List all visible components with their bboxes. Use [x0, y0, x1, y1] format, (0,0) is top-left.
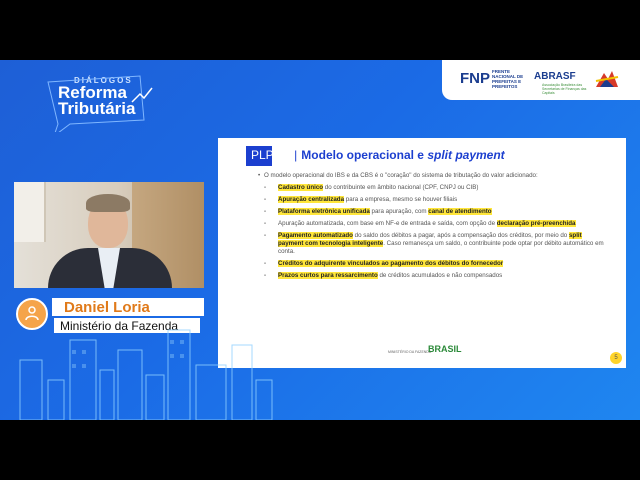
partner-logos [442, 60, 640, 100]
slide-title-prefix: PLP 68 [251, 148, 291, 162]
speaker-name: Daniel Loria [64, 299, 150, 316]
fnp-logo: FNP [460, 70, 490, 87]
list-item: - Prazos curtos para ressarcimento de créditos acumulados e não compensados [258, 272, 608, 280]
speech-bubble-icon [40, 72, 160, 132]
slide-page-number: 5 [610, 352, 622, 364]
brand-line-2: Tributária [58, 99, 136, 118]
abrasf-subtitle: Associação Brasileira das Secretarias de Finanças das Capitais [542, 83, 587, 95]
window [14, 182, 46, 242]
slide-title-separator: | [294, 148, 298, 162]
list-item: - Créditos do adquirente vinculados ao pagamento dos débitos do fornecedor [258, 260, 608, 268]
city-skyline-decoration [0, 320, 640, 420]
slide-body [258, 172, 608, 284]
brand-small: DIÁLOGOS [74, 76, 133, 85]
event-logo [58, 76, 135, 117]
slide-lead: • O modelo operacional do IBS e da CBS é o "coração" do sistema de tributação do valor adicionado: [258, 172, 608, 180]
partner-emblem-icon [594, 69, 620, 89]
ministry-footer-logo: MINISTÉRIO DA FAZENDA [388, 350, 432, 354]
list-item: - Apuração automatizada, com base em NF-e de entrada e saída, com opção de declaração pré-preenchida [258, 220, 608, 228]
brasil-logo: BRASIL [428, 344, 462, 354]
fnp-subtitle: FRENTE NACIONAL DE PREFEITAS E PREFEITOS [492, 69, 524, 89]
brand-line-1: Reforma [58, 83, 127, 102]
abrasf-logo: ABRASF [534, 71, 576, 82]
letterbox-bottom [0, 420, 640, 480]
list-item: - Plataforma eletrônica unificada para apuração, com canal de atendimento [258, 208, 608, 216]
speaker-role: Ministério da Fazenda [60, 319, 179, 333]
speaker-video [14, 182, 204, 288]
slide-title-italic: split payment [427, 148, 505, 162]
broadcast-frame [0, 60, 640, 420]
list-item: - Cadastro único do contribuinte em âmbito nacional (CPF, CNPJ ou CIB) [258, 184, 608, 192]
list-item: - Pagamento automatizado do saldo dos débitos a pagar, após a compensação dos créditos, por meio do split payment com tecnologia inteligente. Caso remanesça um saldo, o contribuinte pode optar por débito automático em conta. [258, 232, 608, 255]
list-item: - Apuração centralizada para a empresa, mesmo se houver filiais [258, 196, 608, 204]
slide-title-main: Modelo operacional e [301, 148, 428, 162]
letterbox-top [0, 0, 640, 60]
slide-title [251, 148, 505, 162]
